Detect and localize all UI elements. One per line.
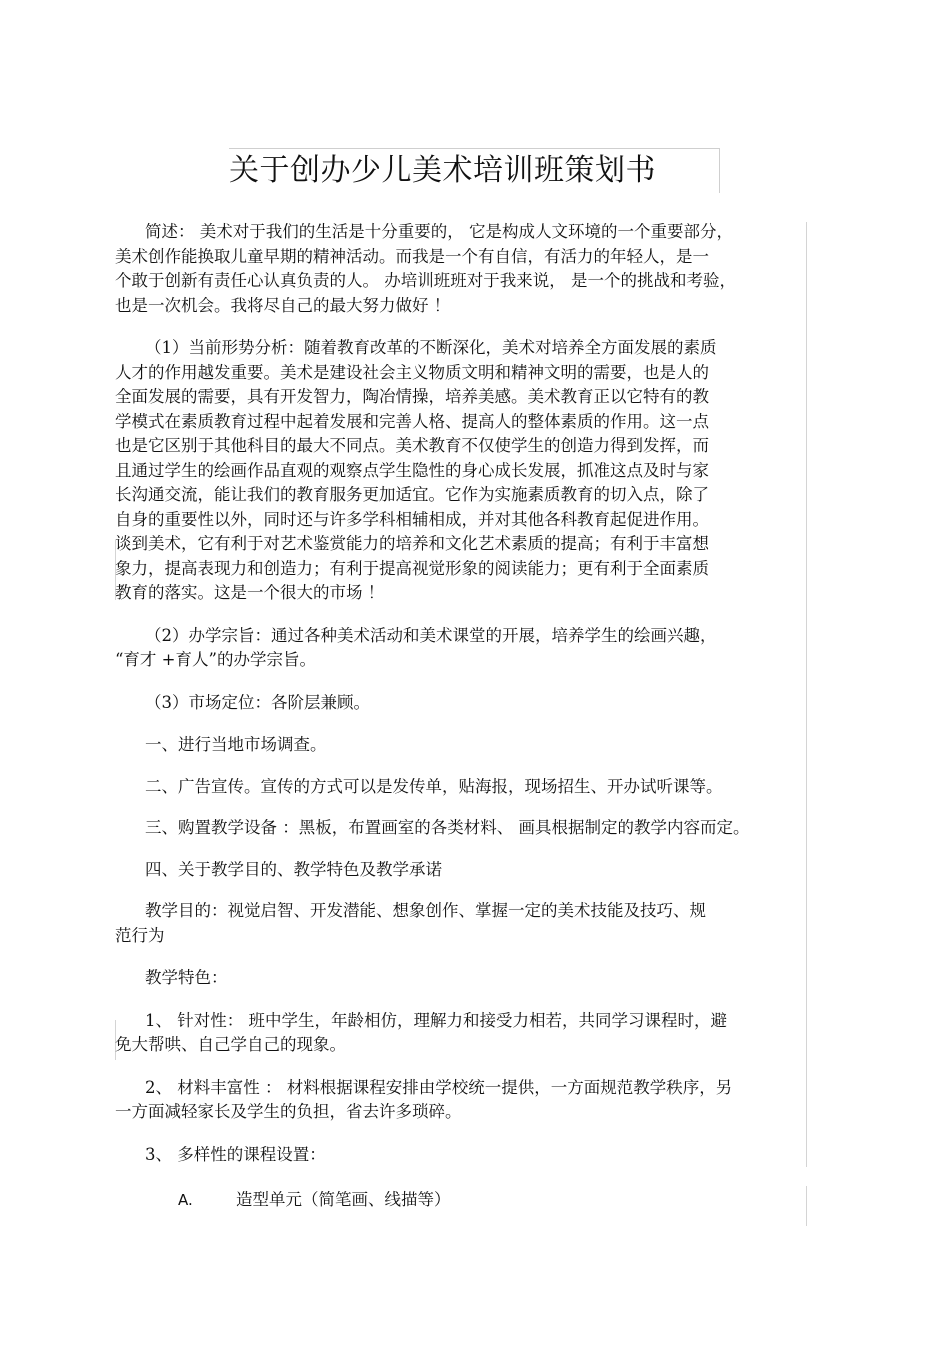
text-line: 也是它区别于其他科目的最大不同点。美术教育不仅使学生的创造力得到发挥，而 xyxy=(115,436,709,455)
step-2 xyxy=(115,775,805,800)
text-line: 2、 材料丰富性 ： 材料根据课程安排由学校统一提供，一方面规范教学秩序，另 xyxy=(145,1077,733,1097)
text-line: （1）当前形势分析：随着教育改革的不断深化，美术对培养全方面发展的素质 xyxy=(145,338,717,357)
page-rule-right-2 xyxy=(806,1186,807,1226)
sub-item-text: 造型单元（简笔画、线描等） xyxy=(236,1190,451,1209)
page-rule-right-1 xyxy=(806,222,807,1167)
text-line: 3、 多样性的课程设置： xyxy=(145,1144,326,1164)
text-line: 自身的重要性以外，同时还与许多学科相辅相成，并对其他各科教育起促进作用。 xyxy=(115,509,709,529)
text-line: 教育的落实。这是一个很大的市场 ！ xyxy=(115,583,385,602)
text-line: 象力，提高表现力和创造力；有利于提高视觉形象的阅读能力；更有利于全面素质 xyxy=(115,558,709,578)
text-line: 谈到美术，它有利于对艺术鉴赏能力的培养和文化艺术素质的提高；有利于丰富想 xyxy=(115,534,709,553)
features-heading xyxy=(115,966,805,991)
text-line: 范行为 xyxy=(115,925,165,945)
text-line: 一方面减轻家长及学生的负担，省去许多琐碎。 xyxy=(115,1102,462,1121)
text-line: 也是一次机会。我将尽自己的最大努力做好 ！ xyxy=(115,295,451,315)
text-line: 教学特色： xyxy=(145,968,228,987)
text-line: 全面发展的需要，具有开发智力，陶冶情操，培养美感。美术教育正以它特有的教 xyxy=(115,387,709,406)
title-frame xyxy=(229,148,720,193)
text-line: 学模式在素质教育过程中起着发展和完善人格、提高人的整体素质的作用。这一点 xyxy=(115,411,709,431)
text-line: “育才 +育人”的办学宗旨。 xyxy=(115,650,316,669)
summary-paragraph xyxy=(115,220,805,318)
feature-3-paragraph xyxy=(115,1143,805,1168)
analysis-paragraph xyxy=(115,336,805,606)
sub-item-marker: A. xyxy=(178,1191,193,1209)
purpose-paragraph xyxy=(115,624,805,673)
feature-2-paragraph xyxy=(115,1076,805,1125)
document-body xyxy=(115,220,805,1185)
text-line: 免大帮哄、自己学自己的现象。 xyxy=(115,1035,346,1054)
step-4 xyxy=(115,858,805,883)
text-line: 人才的作用越发重要。美术是建设社会主义物质文明和精神文明的需要，也是人的 xyxy=(115,362,709,382)
text-line: （2）办学宗旨：通过各种美术活动和美术课堂的开展，培养学生的绘画兴趣， xyxy=(145,625,717,645)
positioning-paragraph xyxy=(115,691,805,716)
text-line: 简述： 美术对于我们的生活是十分重要的， 它是构成人文环境的一个重要部分， xyxy=(145,222,733,241)
text-line: 长沟通交流，能让我们的教育服务更加适宜。它作为实施素质教育的切入点，除了 xyxy=(115,485,709,504)
teaching-goal-paragraph xyxy=(115,899,805,948)
feature-1-paragraph xyxy=(115,1009,805,1058)
document-title: 关于创办少儿美术培训班策划书 xyxy=(229,153,656,188)
step-3 xyxy=(115,816,805,841)
text-line: 美术创作能换取儿童早期的精神活动。而我是一个有自信，有活力的年轻人，是一 xyxy=(115,246,709,266)
text-line: 三、购置教学设备 ：黑板，布置画室的各类材料、 画具根据制定的教学内容而定。 xyxy=(145,818,750,837)
sub-item-a xyxy=(178,1188,451,1212)
step-1 xyxy=(115,733,805,758)
text-line: 四、关于教学目的、教学特色及教学承诺 xyxy=(145,859,442,879)
text-line: 个敢于创新有责任心认真负责的人。 办培训班班对于我来说， 是一个的挑战和考验， xyxy=(115,271,736,290)
text-line: （3）市场定位：各阶层兼顾。 xyxy=(145,692,370,712)
text-line: 且通过学生的绘画作品直观的观察点学生隐性的身心成长发展，抓准这点及时与家 xyxy=(115,460,709,480)
text-line: 教学目的：视觉启智、开发潜能、想象创作、掌握一定的美术技能及技巧、规 xyxy=(145,901,706,920)
text-line: 一、进行当地市场调查。 xyxy=(145,735,327,754)
text-line: 1、 针对性： 班中学生，年龄相仿，理解力和接受力相若，共同学习课程时，避 xyxy=(145,1010,727,1030)
text-line: 二、广告宣传。宣传的方式可以是发传单，贴海报，现场招生、开办试听课等。 xyxy=(145,776,723,796)
